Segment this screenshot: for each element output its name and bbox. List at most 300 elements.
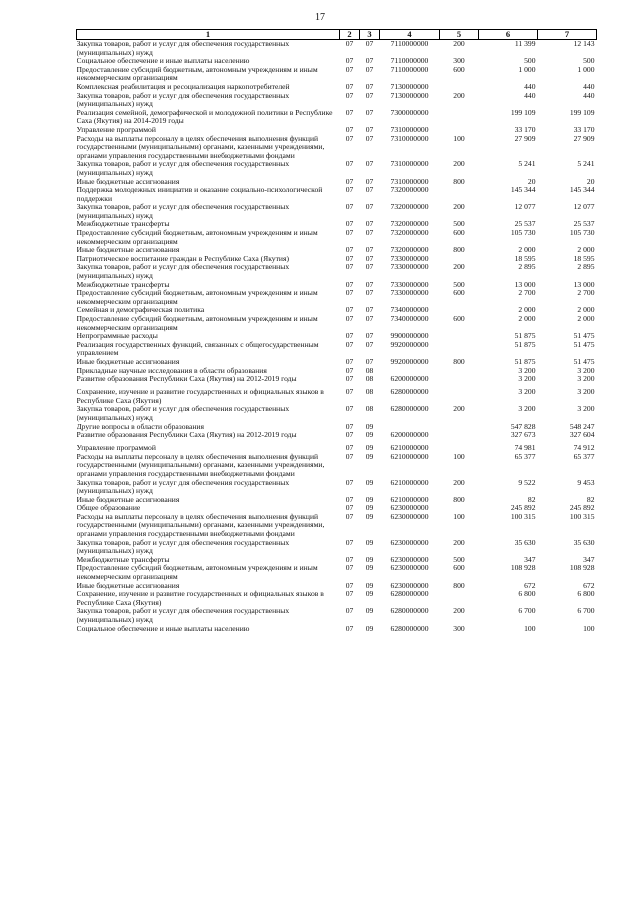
table-row (77, 625, 597, 634)
row-section: 07 (345, 125, 354, 134)
table-row (77, 92, 597, 109)
row-expense-type (440, 255, 479, 264)
row-section: 07 (345, 280, 354, 289)
row-amount-col6: 105 730 (510, 229, 536, 238)
table-row (77, 496, 597, 505)
row-name: Иные бюджетные ассигнования (76, 357, 180, 366)
row-amount-col7: 3 200 (577, 405, 595, 414)
row-subsection: 07 (365, 57, 374, 66)
row-target-article: 6230000000 (390, 581, 429, 590)
table-row (77, 263, 597, 280)
row-target-article: 7310000000 (390, 134, 429, 143)
row-amount-col7: 13 000 (573, 280, 595, 289)
table-row (77, 513, 597, 539)
table-row (77, 444, 597, 453)
row-amount-col6: 327 673 (510, 431, 536, 440)
row-target-article: 6230000000 (390, 538, 429, 547)
row-amount-col7: 12 077 (573, 203, 595, 212)
row-subsection: 07 (365, 91, 374, 100)
table-row (77, 289, 597, 306)
row-name: Поддержка молодежных инициатив и оказание социально-психологической поддержки (76, 186, 323, 203)
row-name: Общее образование (76, 504, 141, 513)
row-subsection: 08 (365, 375, 374, 384)
row-amount-col6: 2 895 (518, 263, 536, 272)
row-amount-col6: 2 000 (518, 306, 536, 315)
row-name: Предоставление субсидий бюджетным, автономным учреждениям и иным некоммерческим организациям (76, 65, 318, 83)
row-amount-col7: 6 700 (577, 607, 595, 616)
table-row (77, 564, 597, 581)
row-name: Развитие образования Республики Саха (Якутия) на 2012-2019 годы (76, 431, 297, 440)
row-amount-col6: 13 000 (514, 280, 536, 289)
row-expense-type: 300 (453, 57, 465, 66)
row-amount-col7: 105 730 (569, 229, 595, 238)
row-name: Реализация государственных функций, связанных с общегосударственным управлением (76, 340, 319, 358)
row-expense-type (440, 367, 479, 376)
row-amount-col7: 2 000 (577, 315, 595, 323)
row-subsection: 07 (365, 306, 374, 315)
row-target-article: 7340000000 (390, 306, 429, 315)
row-subsection: 07 (365, 340, 374, 349)
row-amount-col7: 18 595 (573, 254, 595, 263)
row-target-article: 7320000000 (390, 203, 429, 212)
row-amount-col6: 2 000 (518, 246, 536, 255)
row-target-article: 6280000000 (390, 405, 429, 414)
table-row (77, 504, 597, 513)
row-amount-col7: 2 000 (577, 306, 595, 315)
row-subsection: 09 (365, 581, 374, 590)
row-amount-col6: 33 170 (514, 125, 536, 134)
row-section: 07 (345, 263, 354, 272)
table-row (77, 220, 597, 229)
row-expense-type (440, 431, 479, 444)
row-amount-col6: 51 875 (514, 332, 536, 341)
row-expense-type: 200 (453, 478, 465, 487)
row-target-article: 6230000000 (390, 512, 429, 521)
row-name: Социальное обеспечение и иные выплаты населению (76, 624, 250, 633)
row-expense-type: 500 (453, 220, 465, 229)
row-name: Межбюджетные трансферты (76, 220, 170, 229)
row-section: 07 (345, 289, 354, 298)
row-amount-col6: 547 828 (510, 422, 536, 431)
row-amount-col7: 672 (583, 581, 595, 590)
row-section: 07 (345, 512, 354, 521)
row-expense-type (440, 444, 479, 453)
row-target-article: 7330000000 (390, 254, 429, 263)
row-expense-type: 200 (453, 538, 465, 547)
table-row (77, 358, 597, 367)
row-target-article: 7330000000 (390, 280, 429, 289)
row-amount-col6: 500 (524, 57, 536, 66)
row-subsection: 08 (365, 366, 374, 375)
row-amount-col7: 51 475 (573, 357, 595, 366)
row-amount-col6: 2 700 (518, 289, 536, 298)
table-row (77, 431, 597, 444)
row-amount-col6: 3 200 (518, 366, 536, 375)
row-section: 07 (345, 581, 354, 590)
row-subsection: 08 (365, 388, 374, 397)
row-target-article: 7110000000 (390, 65, 429, 74)
row-amount-col7: 27 909 (573, 134, 595, 143)
row-expense-type (440, 306, 479, 315)
table-row (77, 479, 597, 496)
table-row (77, 40, 597, 58)
row-amount-col7: 2 895 (577, 263, 595, 272)
column-header-6: 6 (479, 30, 538, 40)
row-subsection: 07 (365, 39, 374, 48)
row-subsection: 09 (365, 564, 374, 573)
row-expense-type: 200 (453, 607, 465, 616)
row-name: Другие вопросы в области образования (76, 422, 204, 431)
row-name: Управление программой (76, 444, 156, 453)
row-amount-col6: 82 (527, 495, 536, 504)
row-expense-type: 600 (453, 65, 465, 74)
row-expense-type (440, 341, 479, 358)
row-amount-col6: 3 200 (518, 388, 536, 397)
table-row (77, 539, 597, 556)
row-section: 07 (345, 91, 354, 100)
row-expense-type: 200 (453, 160, 465, 169)
page-number: 17 (315, 12, 325, 23)
table-row (77, 332, 597, 341)
table-row (77, 341, 597, 358)
row-expense-type (440, 388, 479, 405)
row-target-article (380, 367, 440, 376)
column-header-4: 4 (380, 30, 440, 40)
row-section: 07 (345, 315, 354, 323)
row-target-article: 9900000000 (390, 332, 429, 341)
row-target-article: 6200000000 (390, 431, 429, 440)
column-header-1: 1 (77, 30, 340, 40)
row-target-article: 7310000000 (390, 177, 429, 186)
row-name: Предоставление субсидий бюджетным, автономным учреждениям и иным некоммерческим организациям (76, 315, 318, 332)
table-row (77, 178, 597, 187)
table-row (77, 306, 597, 315)
row-amount-col6: 51 875 (514, 340, 536, 349)
row-target-article: 7330000000 (390, 289, 429, 298)
row-amount-col7: 199 109 (569, 108, 595, 117)
row-amount-col6: 3 200 (518, 375, 536, 384)
row-amount-col7: 6 800 (577, 590, 595, 599)
row-amount-col7: 3 200 (577, 375, 595, 384)
row-amount-col7: 100 315 (569, 512, 595, 521)
row-subsection: 09 (365, 422, 374, 431)
table-row (77, 405, 597, 422)
row-section: 07 (345, 538, 354, 547)
row-name: Закупка товаров, работ и услуг для обеспечения государственных (муниципальных) нужд (76, 203, 290, 220)
row-subsection: 07 (365, 229, 374, 238)
table-row (77, 203, 597, 220)
row-subsection: 07 (365, 186, 374, 195)
table-row (77, 582, 597, 591)
row-target-article: 7300000000 (390, 108, 429, 117)
row-amount-col6: 347 (524, 555, 536, 564)
row-target-article: 6230000000 (390, 564, 429, 573)
row-subsection: 07 (365, 203, 374, 212)
row-target-article: 6280000000 (390, 388, 429, 397)
row-subsection: 09 (365, 495, 374, 504)
row-name: Сохранение, изучение и развитие государственных и официальных языков в Республике Саха (Якутия) (76, 388, 324, 405)
row-amount-col6: 100 315 (510, 512, 536, 521)
row-expense-type: 100 (453, 134, 465, 143)
row-target-article: 7310000000 (390, 160, 429, 169)
row-name: Сохранение, изучение и развитие государственных и официальных языков в Республике Саха (Якутия) (76, 590, 324, 607)
table-row (77, 255, 597, 264)
row-amount-col6: 6 800 (518, 590, 536, 599)
row-subsection: 07 (365, 289, 374, 298)
row-amount-col7: 145 344 (569, 186, 595, 195)
row-section: 07 (345, 82, 354, 91)
row-name: Иные бюджетные ассигнования (76, 581, 180, 590)
table-row (77, 109, 597, 126)
row-amount-col6: 440 (524, 91, 536, 100)
row-name: Иные бюджетные ассигнования (76, 246, 180, 255)
row-section: 07 (345, 388, 354, 397)
row-amount-col6: 440 (524, 82, 536, 91)
row-amount-col6: 6 700 (518, 607, 536, 616)
row-amount-col7: 51 475 (573, 340, 595, 349)
row-name: Закупка товаров, работ и услуг для обеспечения государственных (муниципальных) нужд (76, 607, 290, 624)
row-section: 07 (345, 254, 354, 263)
header-row (77, 30, 597, 40)
row-name: Непрограммные расходы (76, 332, 158, 341)
row-target-article: 7110000000 (390, 39, 429, 48)
row-name: Закупка товаров, работ и услуг для обеспечения государственных (муниципальных) нужд (76, 160, 290, 177)
row-name: Иные бюджетные ассигнования (76, 495, 180, 504)
row-expense-type: 200 (453, 203, 465, 212)
row-amount-col7: 548 247 (569, 422, 595, 431)
budget-table (76, 29, 597, 633)
row-amount-col7: 82 (586, 495, 595, 504)
column-header-7: 7 (538, 30, 597, 40)
row-amount-col6: 199 109 (510, 108, 536, 117)
row-subsection: 07 (365, 134, 374, 143)
row-amount-col7: 440 (583, 91, 595, 100)
row-subsection: 07 (365, 108, 374, 117)
row-expense-type (440, 186, 479, 203)
row-section: 07 (345, 220, 354, 229)
row-amount-col7: 9 453 (577, 478, 595, 487)
row-section: 07 (345, 203, 354, 212)
row-expense-type: 500 (453, 555, 465, 564)
row-amount-col6: 51 875 (514, 357, 536, 366)
row-expense-type (440, 504, 479, 513)
table-row (77, 281, 597, 290)
row-target-article: 7320000000 (390, 246, 429, 255)
row-amount-col6: 100 (524, 624, 536, 633)
row-subsection: 09 (365, 555, 374, 564)
row-section: 07 (345, 57, 354, 66)
row-target-article: 7130000000 (390, 91, 429, 100)
row-expense-type: 600 (453, 315, 465, 323)
row-amount-col6: 11 399 (514, 39, 536, 48)
column-header-5: 5 (440, 30, 479, 40)
row-section: 07 (345, 564, 354, 573)
row-expense-type: 100 (453, 512, 465, 521)
row-amount-col7: 51 475 (573, 332, 595, 341)
row-section: 07 (345, 405, 354, 414)
row-name: Управление программой (76, 125, 156, 134)
row-expense-type: 500 (453, 280, 465, 289)
row-amount-col6: 1 000 (518, 65, 536, 74)
row-section: 07 (345, 555, 354, 564)
row-name: Закупка товаров, работ и услуг для обеспечения государственных (муниципальных) нужд (76, 39, 290, 57)
row-section: 07 (345, 134, 354, 143)
row-target-article: 9920000000 (390, 357, 429, 366)
row-amount-col7: 2 700 (577, 289, 595, 298)
row-subsection: 09 (365, 607, 374, 616)
row-section: 07 (345, 160, 354, 169)
row-amount-col7: 2 000 (577, 246, 595, 255)
row-amount-col7: 1 000 (577, 65, 595, 74)
table-row (77, 83, 597, 92)
row-expense-type: 800 (453, 246, 465, 255)
row-target-article: 7320000000 (390, 229, 429, 238)
row-amount-col6: 20 (527, 177, 536, 186)
row-subsection: 07 (365, 246, 374, 255)
row-amount-col7: 500 (583, 57, 595, 66)
row-name: Социальное обеспечение и иные выплаты населению (76, 57, 250, 66)
row-name: Межбюджетные трансферты (76, 555, 170, 564)
row-expense-type: 800 (453, 581, 465, 590)
row-amount-col6: 35 630 (514, 538, 536, 547)
row-expense-type: 200 (453, 263, 465, 272)
row-name: Закупка товаров, работ и услуг для обеспечения государственных (муниципальных) нужд (76, 263, 290, 281)
row-expense-type: 600 (453, 229, 465, 238)
row-amount-col6: 74 981 (514, 444, 536, 453)
row-name: Закупка товаров, работ и услуг для обеспечения государственных (муниципальных) нужд (76, 91, 290, 109)
table-row (77, 135, 597, 161)
row-expense-type (440, 375, 479, 388)
row-amount-col7: 245 892 (569, 504, 595, 513)
row-name: Расходы на выплаты персоналу в целях обеспечения выполнения функций государственными (муниципальными) органами, казенными учреждениями, органами управления государственными внебюджетными фондами (76, 452, 325, 478)
table-row (77, 66, 597, 83)
row-subsection: 07 (365, 280, 374, 289)
row-section: 07 (345, 607, 354, 616)
row-subsection: 09 (365, 590, 374, 599)
row-expense-type: 100 (453, 452, 465, 461)
row-name: Семейная и демографическая политика (76, 306, 205, 315)
row-subsection: 09 (365, 431, 374, 440)
row-amount-col6: 2 000 (518, 315, 536, 323)
row-name: Предоставление субсидий бюджетным, автономным учреждениям и иным некоммерческим организациям (76, 229, 318, 246)
row-name: Расходы на выплаты персоналу в целях обеспечения выполнения функций государственными (муниципальными) органами, казенными учреждениями, органами управления государственными внебюджетными фондами (76, 134, 325, 160)
row-subsection: 09 (365, 538, 374, 547)
row-amount-col6: 12 077 (514, 203, 536, 212)
row-expense-type (440, 109, 479, 126)
table-body (77, 40, 597, 634)
table-row (77, 556, 597, 565)
row-section: 07 (345, 444, 354, 453)
row-subsection: 07 (365, 160, 374, 169)
row-name: Патриотическое воспитание граждан в Республике Саха (Якутия) (76, 254, 290, 263)
table-row (77, 315, 597, 332)
row-target-article: 7340000000 (390, 315, 429, 323)
row-subsection: 09 (365, 478, 374, 487)
row-section: 07 (345, 246, 354, 255)
row-expense-type: 800 (453, 177, 465, 186)
row-subsection: 07 (365, 332, 374, 341)
row-target-article: 7320000000 (390, 186, 429, 195)
row-expense-type (440, 126, 479, 135)
row-target-article: 6200000000 (390, 375, 429, 384)
row-expense-type: 800 (453, 357, 465, 366)
row-expense-type: 200 (453, 91, 465, 100)
row-section: 07 (345, 495, 354, 504)
row-name: Закупка товаров, работ и услуг для обеспечения государственных (муниципальных) нужд (76, 538, 290, 556)
row-subsection: 09 (365, 504, 374, 513)
row-amount-col7: 3 200 (577, 388, 595, 397)
row-name: Предоставление субсидий бюджетным, автономным учреждениям и иным некоммерческим организациям (76, 289, 318, 306)
row-section: 07 (345, 431, 354, 440)
row-amount-col7: 327 604 (569, 431, 595, 440)
row-target-article: 6280000000 (390, 590, 429, 599)
row-section: 07 (345, 452, 354, 461)
row-section: 07 (345, 357, 354, 366)
row-expense-type: 200 (453, 39, 465, 48)
row-subsection: 07 (365, 315, 374, 323)
row-subsection: 08 (365, 405, 374, 414)
row-name: Иные бюджетные ассигнования (76, 177, 180, 186)
row-subsection: 07 (365, 65, 374, 74)
row-subsection: 07 (365, 125, 374, 134)
row-section: 07 (345, 177, 354, 186)
row-name: Закупка товаров, работ и услуг для обеспечения государственных (муниципальных) нужд (76, 405, 290, 422)
row-section: 07 (345, 108, 354, 117)
table-row (77, 607, 597, 624)
table-row (77, 367, 597, 376)
table-row (77, 126, 597, 135)
table-row (77, 160, 597, 177)
row-amount-col6: 5 241 (518, 160, 536, 169)
row-expense-type: 600 (453, 289, 465, 298)
budget-table-container (76, 29, 596, 633)
row-name: Межбюджетные трансферты (76, 280, 170, 289)
table-row (77, 423, 597, 432)
row-name: Прикладные научные исследования в области образования (76, 366, 267, 375)
row-amount-col7: 65 377 (573, 452, 595, 461)
row-name: Реализация семейной, демографической и молодежной политики в Республике Саха (Якутия) на 2014-2019 годы (76, 108, 333, 126)
row-subsection: 07 (365, 263, 374, 272)
row-section: 07 (345, 590, 354, 599)
row-subsection: 09 (365, 444, 374, 453)
row-amount-col6: 25 537 (514, 220, 536, 229)
row-section: 07 (345, 478, 354, 487)
row-subsection: 07 (365, 254, 374, 263)
table-row (77, 246, 597, 255)
row-expense-type (440, 83, 479, 92)
row-subsection: 07 (365, 220, 374, 229)
row-amount-col6: 3 200 (518, 405, 536, 414)
table-row (77, 229, 597, 246)
row-target-article: 6210000000 (390, 452, 429, 461)
row-expense-type (440, 332, 479, 341)
row-amount-col7: 5 241 (577, 160, 595, 169)
row-amount-col7: 100 (583, 624, 595, 633)
row-subsection: 09 (365, 452, 374, 461)
row-amount-col7: 12 143 (573, 39, 595, 48)
row-target-article: 6280000000 (390, 607, 429, 616)
row-amount-col6: 65 377 (514, 452, 536, 461)
row-section: 07 (345, 39, 354, 48)
row-amount-col6: 18 595 (514, 254, 536, 263)
table-row (77, 453, 597, 479)
row-amount-col7: 440 (583, 82, 595, 91)
row-subsection: 07 (365, 177, 374, 186)
row-section: 07 (345, 229, 354, 238)
table-row (77, 375, 597, 388)
row-target-article: 6210000000 (390, 495, 429, 504)
row-target-article: 6230000000 (390, 504, 429, 513)
